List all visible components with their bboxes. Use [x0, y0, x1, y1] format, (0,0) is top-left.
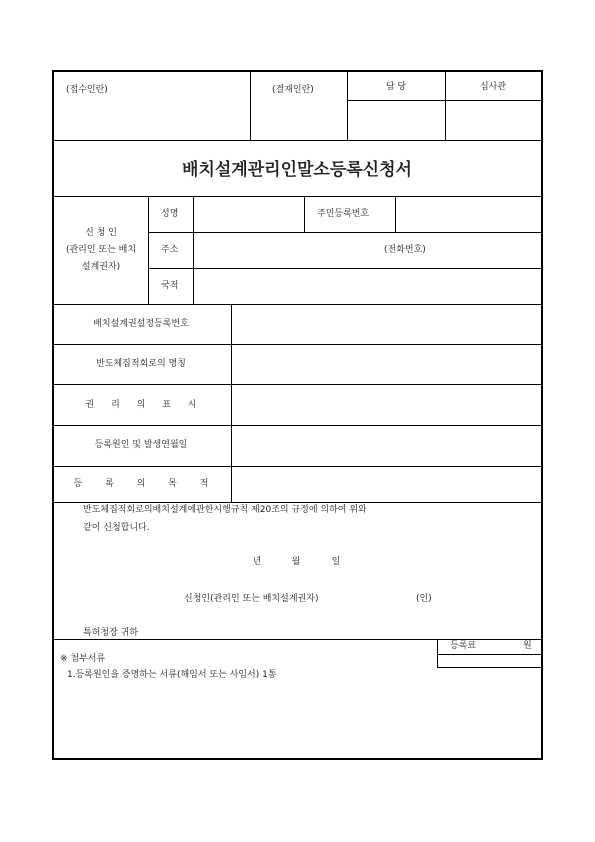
- header-divider-3: [445, 71, 446, 140]
- purpose-label: 등 록 의 목 적: [73, 479, 209, 489]
- applicant-row-line-2: [148, 268, 542, 269]
- frame-top: [52, 70, 543, 72]
- attachments-item1: 1.등록원인을 증명하는 서류(해임서 또는 사임서) 1통: [67, 670, 277, 680]
- header-divider-2: [347, 71, 348, 140]
- rows-divider: [231, 304, 232, 502]
- row-line-4: [52, 466, 543, 467]
- statement-line2: 같이 신청합니다.: [83, 523, 150, 533]
- approval-stamp-label: (결재인란): [272, 85, 314, 95]
- registration-no-label: 배치설계권설정등록번호: [93, 319, 189, 329]
- applicant-label-divider: [148, 196, 149, 304]
- fee-label: 등록료: [450, 641, 477, 651]
- nationality-label: 국적: [161, 281, 179, 291]
- applicant-label-line1: 신 청 인: [85, 228, 117, 238]
- attachments-heading: ※ 첨부서류: [60, 654, 106, 664]
- charge-label: 담 당: [385, 82, 407, 92]
- date-month: 월: [291, 557, 301, 567]
- phone-label: (전화번호): [384, 245, 426, 255]
- name-resident-divider: [304, 196, 305, 232]
- header-divider-1: [250, 71, 251, 140]
- frame-left: [52, 70, 54, 760]
- statement-line1: 반도체집적회로의배치설계에관한시행규칙 제20조의 규정에 의하여 위와: [83, 505, 367, 515]
- form-title: 배치설계관리인말소등록신청서: [182, 160, 412, 180]
- title-bottom-line: [52, 196, 543, 197]
- resident-value-divider: [395, 196, 396, 232]
- fee-unit: 원: [523, 641, 532, 651]
- signer-label: 신청인(관리인 또는 배치설계권자): [184, 594, 319, 604]
- resident-no-label: 주민등록번호: [317, 209, 370, 219]
- frame-right: [541, 70, 543, 760]
- frame-bottom: [52, 758, 543, 760]
- header-bottom-line: [52, 140, 543, 141]
- applicant-label-line3: 설계권자): [81, 262, 121, 272]
- fee-box-bottom-line: [437, 667, 542, 668]
- name-label: 성명: [161, 209, 179, 219]
- header-sub-line: [347, 100, 542, 101]
- circuit-name-label: 반도체집적회로의 명칭: [96, 359, 186, 369]
- row-line-1: [52, 344, 543, 345]
- row-line-2: [52, 384, 543, 385]
- applicant-label-line2: (관리인 또는 배치: [65, 245, 137, 255]
- seal-label: (인): [416, 594, 432, 604]
- row-line-3: [52, 425, 543, 426]
- rights-label: 권 리 의 표 시: [85, 400, 197, 410]
- applicant-field-divider: [193, 196, 194, 304]
- attachments-top-line: [52, 639, 543, 640]
- date-year: 년: [252, 557, 262, 567]
- fee-box-mid-line: [437, 654, 542, 655]
- applicant-bottom-line: [52, 304, 543, 305]
- row-line-5: [52, 502, 543, 503]
- cause-label: 등록원인 및 발생연월일: [94, 440, 188, 450]
- receipt-stamp-label: (접수인란): [66, 85, 108, 95]
- examiner-label: 심사관: [479, 82, 507, 92]
- recipient-label: 특허청장 귀하: [83, 628, 139, 638]
- date-day: 일: [331, 557, 341, 567]
- applicant-row-line-1: [148, 232, 542, 233]
- address-label: 주소: [161, 245, 179, 255]
